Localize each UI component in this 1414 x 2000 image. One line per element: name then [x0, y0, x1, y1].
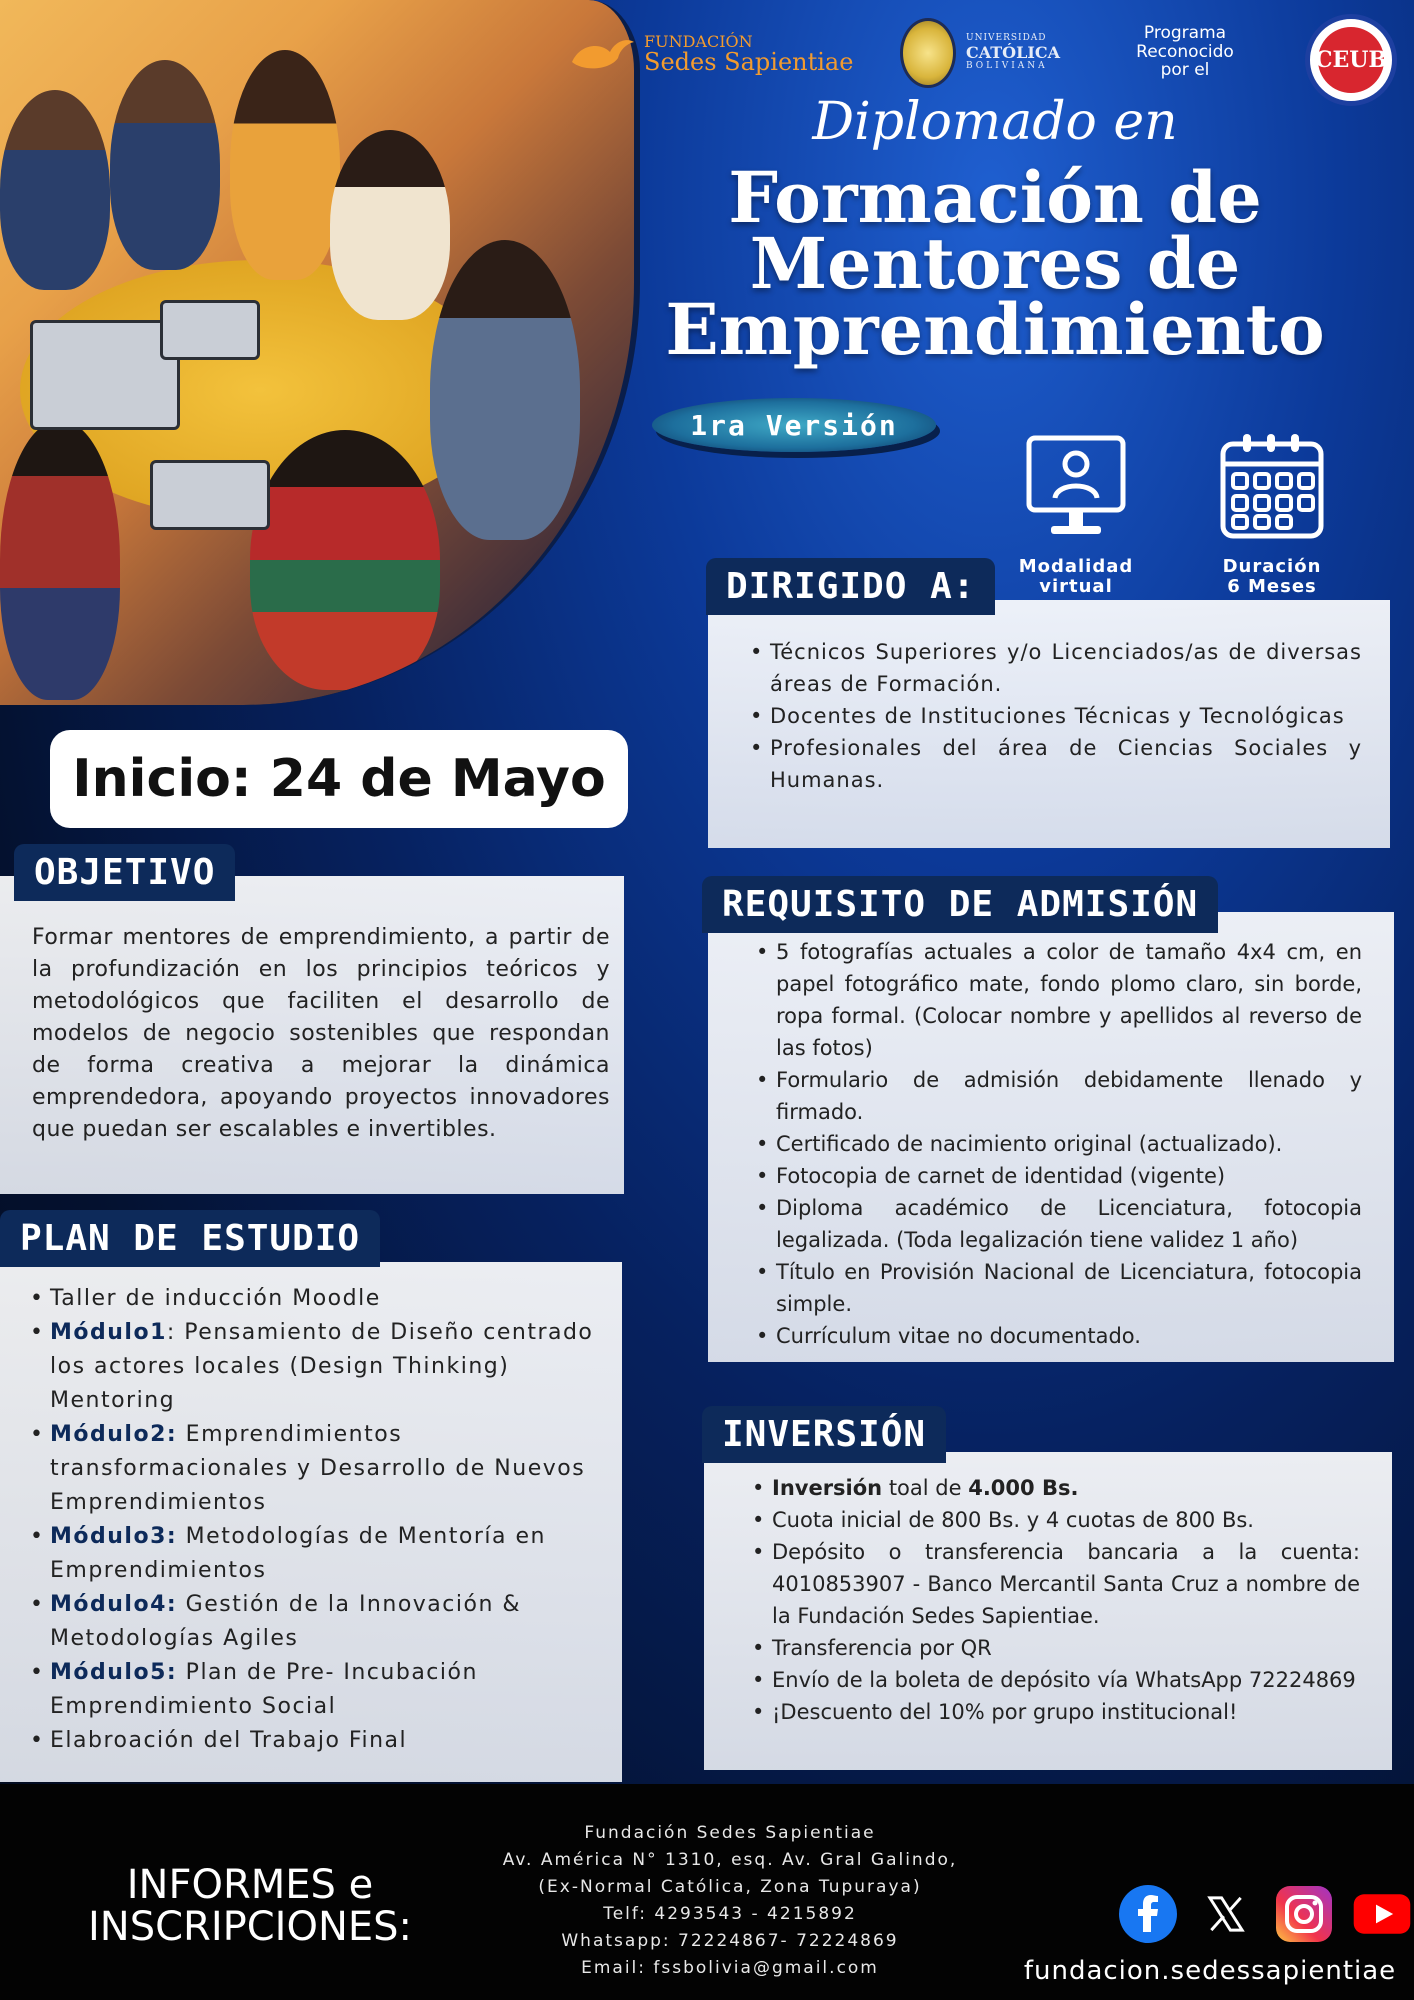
requisito-item: • Currículum vitae no documentado.	[750, 1320, 1362, 1352]
requisito-item: • Formulario de admisión debidamente llenado y firmado.	[750, 1064, 1362, 1128]
fundacion-line1: FUNDACIÓN	[644, 32, 753, 51]
hero-photo	[0, 0, 640, 705]
inversion-item: • Envío de la boleta de depósito vía WhatsApp 72224869	[746, 1664, 1360, 1696]
plan-item-label: Módulo2:	[50, 1422, 178, 1447]
feature-duracion	[1202, 432, 1342, 597]
computer-user-icon	[1021, 432, 1131, 542]
plan-item	[24, 1418, 608, 1520]
photo-laptop	[150, 460, 270, 530]
plan-item	[24, 1656, 608, 1724]
plan-box	[0, 1262, 622, 1782]
informes-heading	[40, 1864, 460, 1948]
plan-item-text: Emprendimientos transformacionales y Desarrollo de Nuevos Emprendimientos	[50, 1422, 586, 1515]
objetivo-text: Formar mentores de emprendimiento, a partir de la profundización en los principios teóricos y metodológicos que faciliten el desarrollo de modelos de negocio sostenibles que respondan de forma creativa a mejorar la dinámica emprendedora, apoyando proyectos innovadores que puedan ser escalables e invertibles.	[32, 925, 610, 1142]
footer	[0, 1784, 1414, 2000]
programa-line: por el	[1160, 60, 1210, 81]
photo-person	[330, 130, 450, 320]
fundacion-logo	[570, 34, 853, 74]
main-title	[640, 156, 1350, 371]
plan-item	[24, 1724, 608, 1758]
inversion-item: • Transferencia por QR	[746, 1632, 1360, 1664]
plan-item-text: : Pensamiento de Diseño centrado los actores locales (Design Thinking) Mentoring	[50, 1320, 594, 1413]
plan-item-label: Módulo1	[50, 1320, 167, 1345]
photo-person	[430, 240, 580, 540]
requisito-item: • Diploma académico de Licenciatura, fotocopia legalizada. (Toda legalización tiene validez 1 año)	[750, 1192, 1362, 1256]
photo-laptop	[160, 300, 260, 360]
programa-reconocido	[1130, 24, 1240, 80]
feature-line1: Modalidad	[1018, 556, 1134, 577]
requisito-heading: REQUISITO DE ADMISIÓN	[702, 876, 1218, 933]
programa-line: Programa	[1143, 23, 1227, 43]
photo-person	[0, 420, 120, 700]
youtube-icon[interactable]	[1352, 1884, 1412, 1944]
ucb-line3: BOLIVIANA	[966, 60, 1048, 71]
photo-person	[250, 430, 440, 690]
programa-line: Reconocido	[1136, 41, 1234, 62]
logos-bar	[570, 14, 1410, 104]
photo-person	[110, 60, 220, 270]
inversion-item-total	[746, 1472, 1360, 1504]
dirigido-box	[708, 600, 1390, 848]
email-line: Email: fssbolivia@gmail.com	[581, 1958, 879, 1978]
social-handle[interactable]: fundacion.sedessapientiae	[1023, 1956, 1397, 1986]
objetivo-box	[0, 876, 624, 1194]
plan-item	[24, 1282, 608, 1316]
ucb-line1: UNIVERSIDAD	[966, 33, 1047, 44]
feature-line2: virtual	[1039, 576, 1113, 597]
fundacion-line2: Sedes Sapientiae	[644, 48, 854, 76]
address-line: (Ex-Normal Católica, Zona Tupuraya)	[538, 1877, 922, 1897]
plan-item	[24, 1520, 608, 1588]
social-links	[1118, 1884, 1412, 1944]
plan-item-label: Módulo4:	[50, 1592, 178, 1617]
photo-laptop	[30, 320, 180, 430]
calendar-icon	[1217, 432, 1327, 542]
instagram-icon[interactable]	[1274, 1884, 1334, 1944]
requisito-item: • Certificado de nacimiento original (actualizado).	[750, 1128, 1362, 1160]
ucb-seal-icon	[900, 18, 956, 88]
inversion-bold: Inversión	[772, 1476, 883, 1500]
feature-line1: Duración	[1222, 556, 1322, 577]
plan-item	[24, 1316, 608, 1418]
inversion-item: • Cuota inicial de 800 Bs. y 4 cuotas de 800 Bs.	[746, 1504, 1360, 1536]
inversion-amount: 4.000 Bs.	[968, 1476, 1079, 1500]
version-badge: 1ra Versión	[652, 398, 936, 452]
ceub-text: CEUB	[1318, 27, 1384, 93]
plan-item	[24, 1588, 608, 1656]
plan-item-text: Metodologías de Mentoría en Emprendimientos	[50, 1524, 546, 1583]
title-line: Emprendimiento	[665, 288, 1325, 371]
plan-item-text: Plan de Pre- Incubación Emprendimiento Social	[50, 1660, 478, 1719]
feature-line2: 6 Meses	[1227, 576, 1317, 597]
dove-icon	[570, 34, 636, 74]
photo-person	[230, 50, 340, 280]
address-line: Fundación Sedes Sapientiae	[584, 1823, 876, 1843]
inversion-item: • ¡Descuento del 10% por grupo institucional!	[746, 1696, 1360, 1728]
requisito-item: • Fotocopia de carnet de identidad (vigente)	[750, 1160, 1362, 1192]
informes-line: INSCRIPCIONES:	[87, 1904, 413, 1950]
dirigido-item: • Docentes de Instituciones Técnicas y Tecnológicas	[744, 700, 1362, 732]
title-line: Formación de	[728, 156, 1262, 239]
ucb-logo	[900, 18, 1060, 88]
requisito-item: • 5 fotografías actuales a color de tamaño 4x4 cm, en papel fotográfico mate, fondo plomo claro, sin borde, ropa formal. (Colocar nombre y apellidos al reverso de las fotos)	[750, 936, 1362, 1064]
script-title: Diplomado en	[812, 92, 1178, 152]
title-line: Mentores de	[749, 222, 1241, 305]
plan-item-label: Módulo5:	[50, 1660, 178, 1685]
requisito-item: • Título en Provisión Nacional de Licenciatura, fotocopia simple.	[750, 1256, 1362, 1320]
dirigido-item: • Técnicos Superiores y/o Licenciados/as de diversas áreas de Formación.	[744, 636, 1362, 700]
inicio-date: Inicio: 24 de Mayo	[50, 730, 628, 828]
contact-address	[470, 1820, 990, 1982]
phone-line: Telf: 4293543 - 4215892	[603, 1904, 857, 1924]
plan-item-text: Elabroación del Trabajo Final	[50, 1728, 408, 1753]
inversion-heading: INVERSIÓN	[702, 1406, 946, 1463]
objetivo-heading: OBJETIVO	[14, 844, 235, 901]
plan-item-text: Gestión de la Innovación & Metodologías Agiles	[50, 1592, 522, 1651]
address-line: Av. América N° 1310, esq. Av. Gral Galindo,	[502, 1850, 958, 1870]
whatsapp-line: Whatsapp: 72224867- 72224869	[561, 1931, 899, 1951]
plan-heading: PLAN DE ESTUDIO	[0, 1210, 380, 1267]
photo-person	[0, 90, 110, 290]
ucb-line2: CATÓLICA	[966, 43, 1060, 63]
informes-line: INFORMES e	[126, 1862, 374, 1908]
inversion-box	[704, 1452, 1392, 1770]
x-icon[interactable]	[1196, 1884, 1256, 1944]
facebook-icon[interactable]	[1118, 1884, 1178, 1944]
plan-item-label: Módulo3:	[50, 1524, 178, 1549]
dirigido-heading: DIRIGIDO A:	[706, 558, 995, 615]
plan-item-text: Taller de inducción Moodle	[50, 1286, 381, 1311]
dirigido-item: • Profesionales del área de Ciencias Sociales y Humanas.	[744, 732, 1362, 796]
feature-modalidad	[1006, 432, 1146, 597]
requisito-box	[708, 912, 1394, 1362]
inversion-item: • Depósito o transferencia bancaria a la cuenta: 4010853907 - Banco Mercantil Santa Cruz a nombre de la Fundación Sedes Sapientiae.	[746, 1536, 1360, 1632]
inversion-text: toal de	[882, 1476, 969, 1500]
